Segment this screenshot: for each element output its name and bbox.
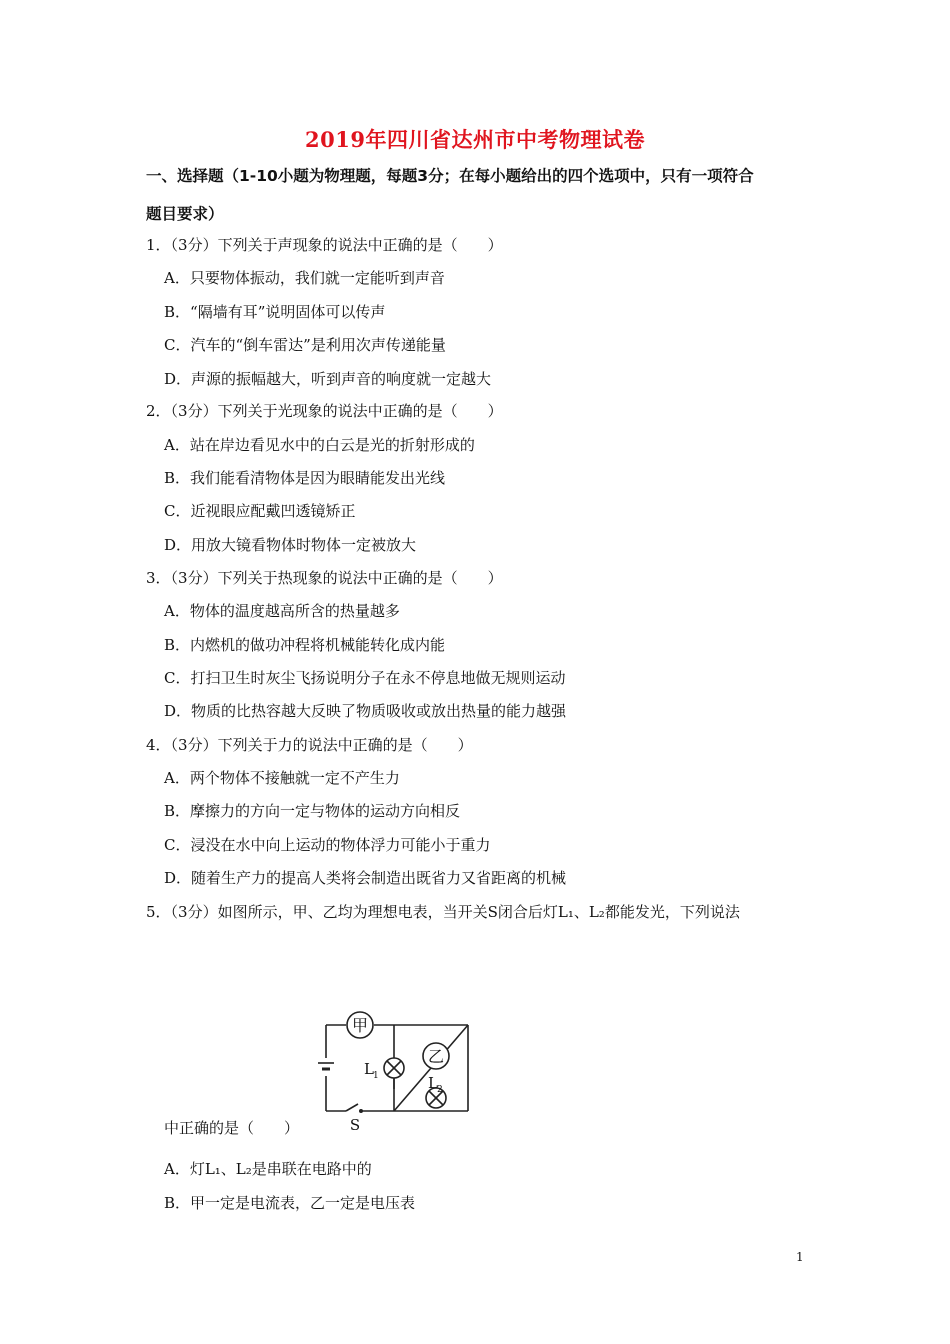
lamp-l1-label: L [364, 1060, 374, 1078]
page-number: 1 [796, 1250, 804, 1264]
question-2-stem: 2．（3分）下列关于光现象的说法中正确的是（ ） [146, 402, 503, 420]
switch-label: S [349, 1116, 361, 1134]
question-4-stem: 4．（3分）下列关于力的说法中正确的是（ ） [146, 736, 473, 754]
question-1-stem: 1．（3分）下列关于声现象的说法中正确的是（ ） [146, 236, 503, 254]
question-5-stem-continued: 中正确的是（ ） [164, 1119, 300, 1137]
meter-yi-label: 乙 [427, 1047, 445, 1066]
question-4-option-c: C．浸没在水中向上运动的物体浮力可能小于重力 [164, 836, 491, 854]
question-2-option-a: A．站在岸边看见水中的白云是光的折射形成的 [164, 436, 475, 454]
switch-blade [346, 1104, 358, 1111]
question-2-option-d: D．用放大镜看物体时物体一定被放大 [164, 536, 417, 554]
circuit-diagram [300, 1008, 490, 1134]
question-3-stem: 3．（3分）下列关于热现象的说法中正确的是（ ） [146, 569, 503, 587]
question-3-option-c: C．打扫卫生时灰尘飞扬说明分子在永不停息地做无规则运动 [164, 669, 566, 687]
question-2-option-c: C．近视眼应配戴凹透镜矫正 [164, 502, 356, 520]
question-1-option-c: C．汽车的“倒车雷达”是利用次声传递能量 [164, 336, 446, 354]
question-5-stem: 5．（3分）如图所示，甲、乙均为理想电表，当开关S闭合后灯L₁、L₂都能发光，下列说法 [146, 903, 740, 921]
question-3-option-b: B．内燃机的做功冲程将机械能转化成内能 [164, 636, 446, 654]
question-1-option-d: D．声源的振幅越大，听到声音的响度就一定越大 [164, 370, 492, 388]
section-heading-line1: 一、选择题（1-10小题为物理题，每题3分；在每小题给出的四个选项中，只有一项符合 [146, 167, 754, 185]
question-4-option-d: D．随着生产力的提高人类将会制造出既省力又省距离的机械 [164, 869, 567, 887]
question-3-option-a: A．物体的温度越高所含的热量越多 [164, 602, 400, 620]
lamp-l2-label: L [428, 1074, 438, 1092]
section-heading-line2: 题目要求） [146, 205, 224, 223]
question-3-option-d: D．物质的比热容越大反映了物质吸收或放出热量的能力越强 [164, 702, 567, 720]
lamp-l1-subscript: 1 [373, 1071, 379, 1081]
question-5-option-a: A．灯L₁、L₂是串联在电路中的 [164, 1160, 372, 1178]
lamp-l2-subscript: 2 [437, 1085, 443, 1095]
question-2-option-b: B．我们能看清物体是因为眼睛能发出光线 [164, 469, 446, 487]
meter-jia-label: 甲 [351, 1016, 369, 1035]
question-4-option-a: A．两个物体不接触就一定不产生力 [164, 769, 400, 787]
question-1-option-b: B．“隔墙有耳”说明固体可以传声 [164, 303, 386, 321]
question-1-option-a: A．只要物体振动，我们就一定能听到声音 [164, 269, 445, 287]
question-4-option-b: B．摩擦力的方向一定与物体的运动方向相反 [164, 802, 461, 820]
page-title: 2019年四川省达州市中考物理试卷 [305, 127, 645, 152]
switch-contact [359, 1109, 363, 1113]
question-5-option-b: B．甲一定是电流表，乙一定是电压表 [164, 1194, 416, 1212]
